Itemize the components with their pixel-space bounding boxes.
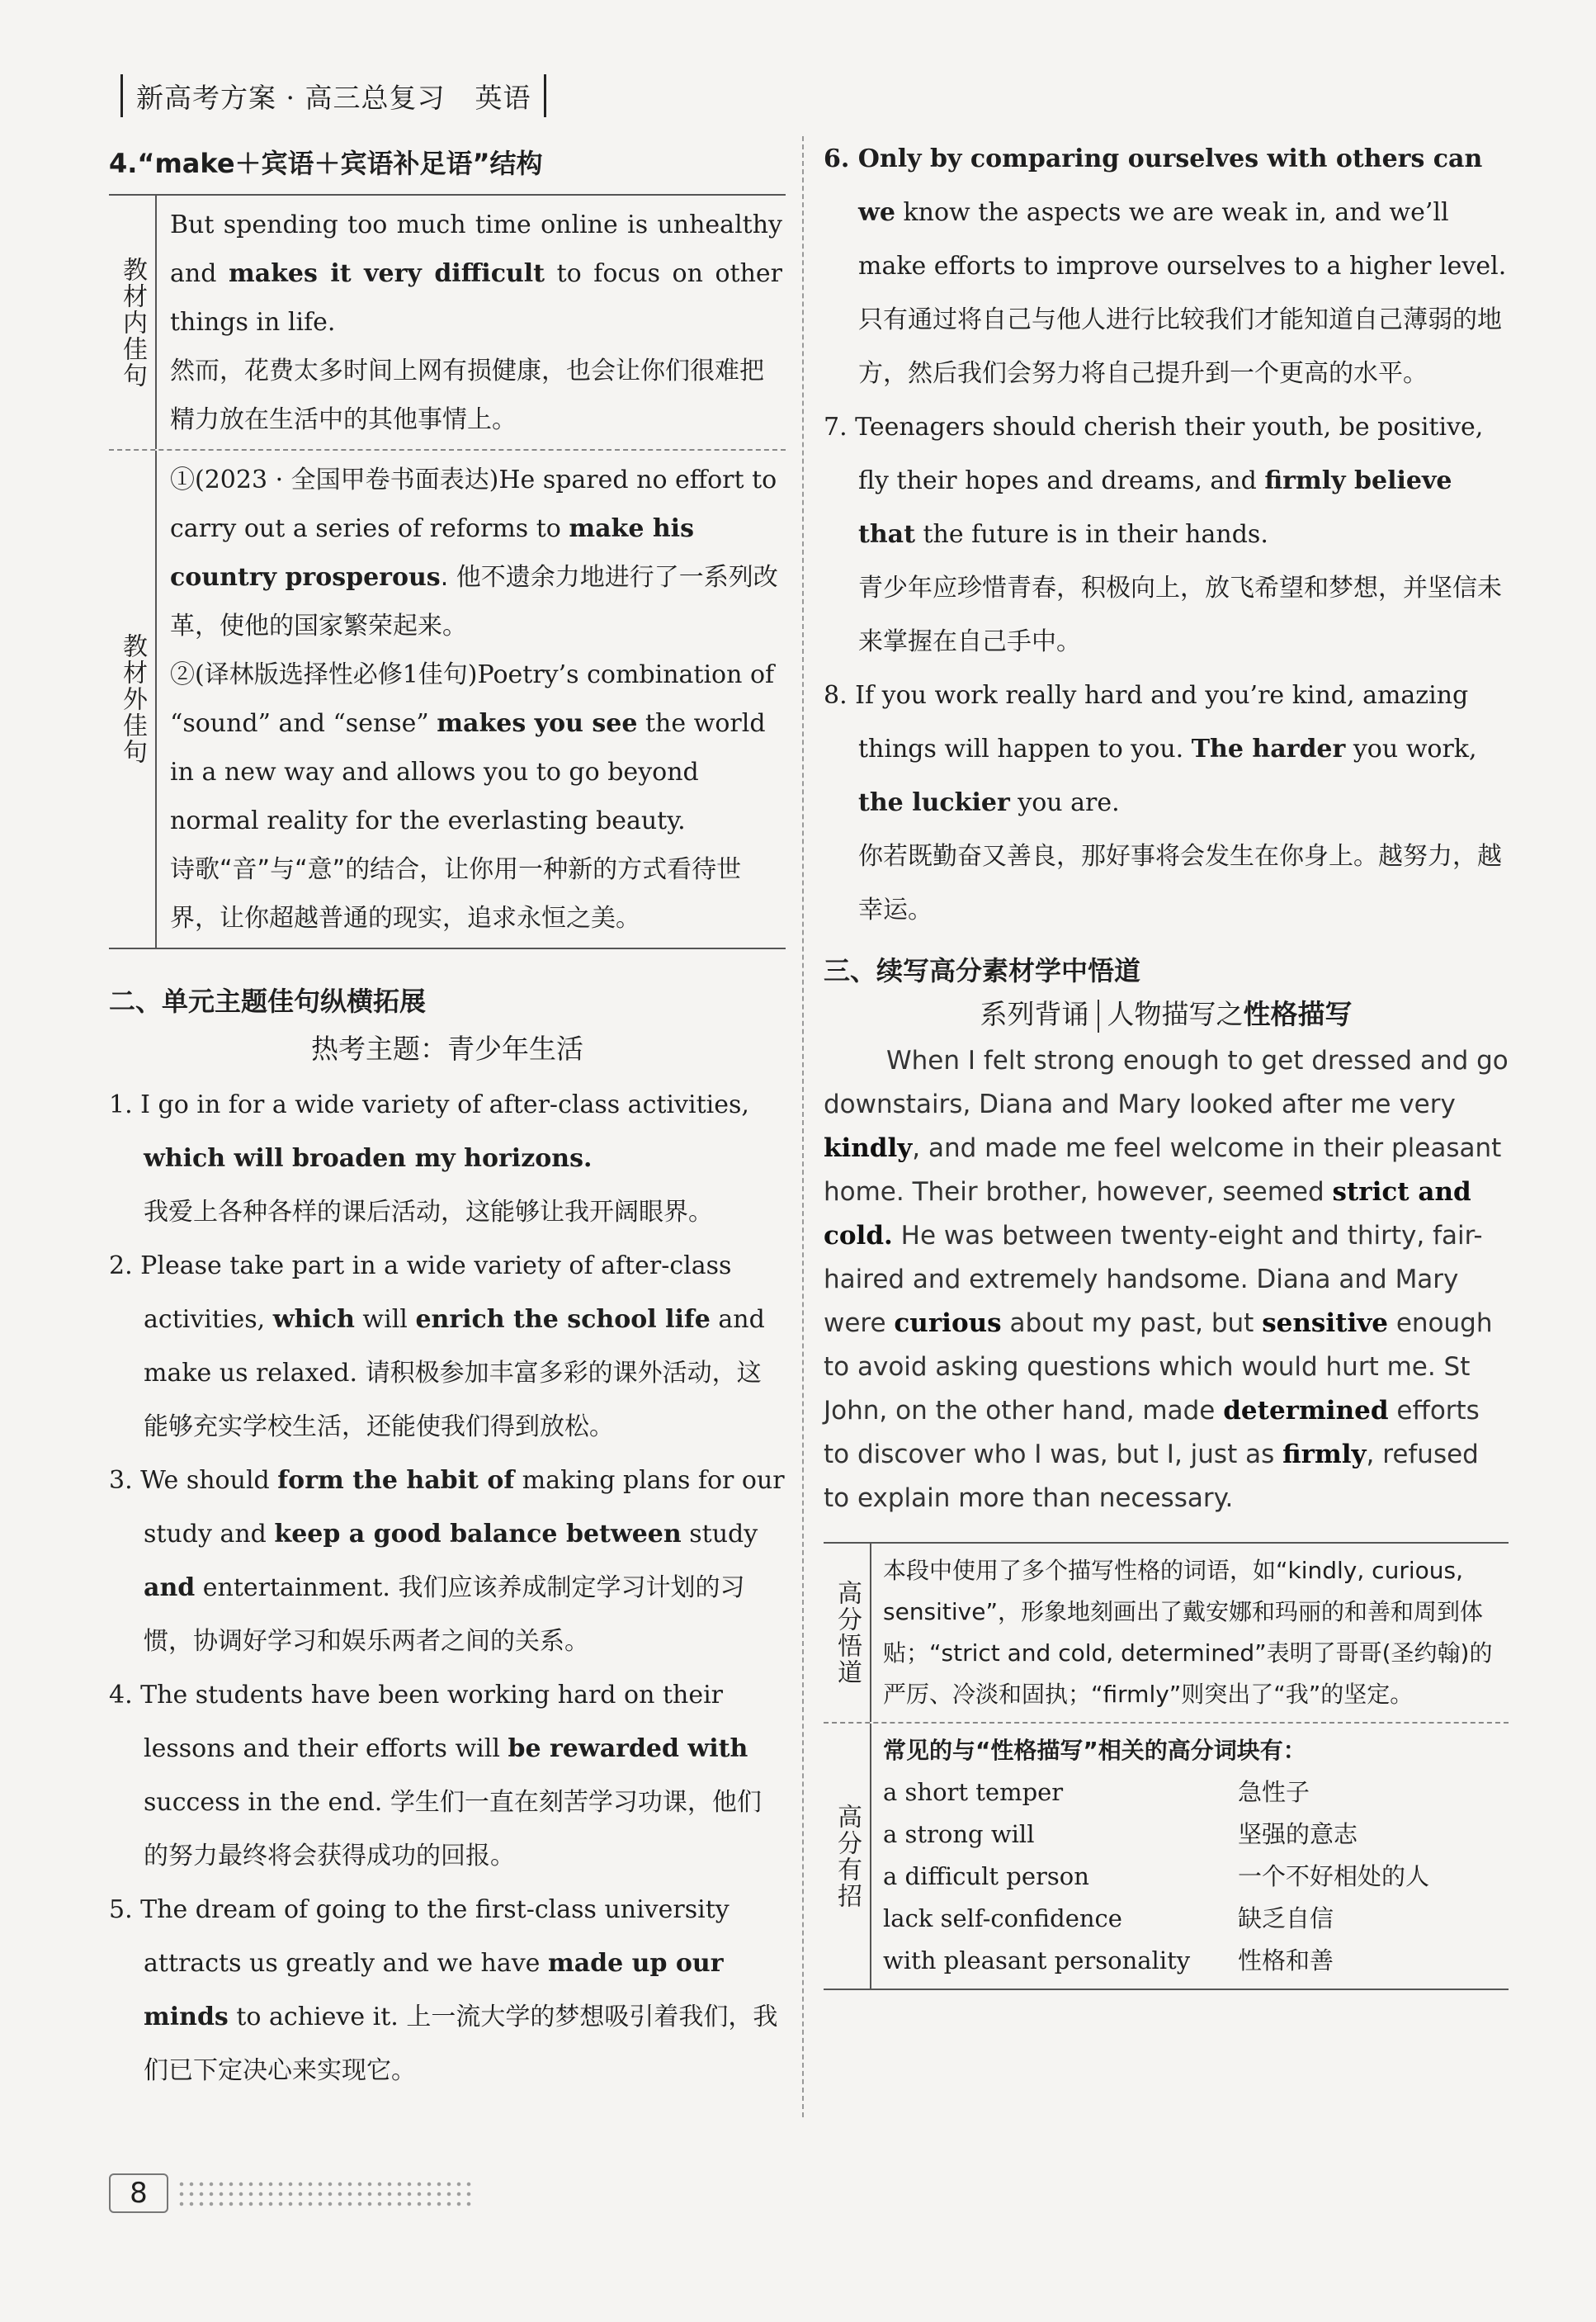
running-header	[107, 73, 560, 119]
section-2-title: 二、单元主题佳句纵横拓展	[109, 986, 427, 1017]
outer-example-2: ②(译林版选择性必修1佳句)Poetry’s combination of “sound” and “sense” makes you see the world in a new way and allows you to go beyond normal reality for the everlasting beauty.	[170, 660, 775, 835]
phrase-row: with pleasant personality 性格和善	[883, 1946, 1334, 1974]
phrase-row: a short temper 急性子	[883, 1778, 1310, 1806]
footer-dot-pattern	[177, 2179, 474, 2207]
tips-label: 高分有招	[824, 1724, 871, 1989]
insight-row	[824, 1544, 1509, 1722]
page-number: 8	[109, 2173, 168, 2213]
inner-label: 教材内佳句	[109, 196, 157, 449]
outer-example-2-chinese: 诗歌“音”与“意”的结合，让你用一种新的方式看待世界，让你超越普通的现实，追求永恒之美。	[170, 855, 742, 933]
tips-content	[871, 1724, 1509, 1989]
list-item: 8. If you work really hard and you’re kind, amazing things will happen to you. The harder you work, the luckier you are. 你若既勤奋又善良，那好事将会发生在你身上。越努力，越幸运。	[824, 681, 1502, 925]
header-bar-left	[120, 74, 123, 117]
list-item: 3. We should form the habit of making plans for our study and keep a good balance between study and entertainment. 我们应该养成制定学习计划的习惯，协调好学习和娱乐两者之间的关系。	[109, 1466, 785, 1656]
header-subject: 英语	[475, 81, 531, 114]
outer-example-1: ①(2023 · 全国甲卷书面表达)He spared no effort to carry out a series of reforms to make his country prosperous. 他不遗余力地进行了一系列改革，使他的国家繁荣起来。	[170, 466, 778, 641]
section-3-subtitle: 系列背诵 人物描写之性格描写	[824, 990, 1509, 1039]
section-2-subtitle: 热考主题：青少年生活	[311, 1033, 583, 1065]
textbook-inner-row	[109, 196, 786, 449]
list-item: 7. Teenagers should cherish their youth, be positive, fly their hopes and dreams, and firmly believe that the future is in their hands. 青少年应珍惜青春，积极向上，放飞希望和梦想，并坚信未来掌握在自己手中。	[824, 413, 1502, 656]
section-4-title: 4.“make＋宾语＋宾语补足语”结构	[109, 148, 543, 179]
list-item: 4. The students have been working hard on their lessons and their efforts will be rewarded with success in the end. 学生们一直在刻苦学习功课，他们的努力最终将会获得成功的回报。	[109, 1681, 762, 1870]
outer-content	[157, 451, 786, 948]
list-item: 1. I go in for a wide variety of after-class activities, which will broaden my horizons. 我爱上各种各样的课后活动，这能够让我开阔眼界。	[109, 1090, 749, 1227]
section-3-title: 三、续写高分素材学中悟道	[824, 955, 1141, 986]
tips-table	[824, 1542, 1509, 1990]
inner-english: But spending too much time online is unhealthy and makes it very difficult to focus on other things in life.	[170, 210, 782, 337]
outer-label: 教材外佳句	[109, 451, 157, 948]
right-column	[824, 132, 1509, 1990]
sentence-table	[109, 194, 786, 949]
left-column	[109, 144, 786, 2097]
model-paragraph: When I felt strong enough to get dressed and go downstairs, Diana and Mary looked after me very kindly, and made me feel welcome in their pleasant home. Their brother, however, seemed strict and cold. He was between twenty-eight and thirty, fair-haired and extremely handsome. Diana and Mary were curious about my past, but sensitive enough to avoid asking questions which would hurt me. St John, on the other hand, made determined efforts to discover who I was, but I, just as firmly, refused to explain more than necessary.	[824, 1046, 1509, 1513]
textbook-outer-row	[109, 449, 786, 948]
header-book-title: 新高考方案 · 高三总复习	[136, 81, 446, 114]
list-item: 2. Please take part in a wide variety of after-class activities, which will enrich the school life and make us relaxed. 请积极参加丰富多彩的课外活动，这能够充实学校生活，还能使我们得到放松。	[109, 1251, 765, 1441]
phrase-row: lack self-confidence 缺乏自信	[883, 1904, 1334, 1932]
list-item: 5. The dream of going to the first-class university attracts us greatly and we have made up our minds to achieve it. 上一流大学的梦想吸引着我们，我们已下定决心来实现它。	[109, 1895, 778, 2085]
tips-row	[824, 1722, 1509, 1989]
insight-note: 本段中使用了多个描写性格的词语，如“kindly, curious, sensitive”，形象地刻画出了戴安娜和玛丽的和善和周到体贴；“strict and cold, determined”表明了哥哥(圣约翰)的严厉、冷淡和固执；“firmly”则突出了“我”的坚定。	[883, 1557, 1493, 1708]
list-item: 6. Only by comparing ourselves with others can we know the aspects we are weak in, and we’ll make efforts to improve ourselves to a higher level. 只有通过将自己与他人进行比较我们才能知道自己薄弱的地方，然后我们会努力将自己提升到一个更高的水平。	[824, 144, 1507, 388]
inner-chinese: 然而，花费太多时间上网有损健康，也会让你们很难把精力放在生活中的其他事情上。	[170, 357, 764, 434]
page-footer	[109, 2173, 474, 2213]
column-divider	[802, 136, 804, 2117]
phrase-row: a difficult person 一个不好相处的人	[883, 1862, 1430, 1890]
insight-label: 高分悟道	[824, 1544, 871, 1722]
phrase-row: a strong will 坚强的意志	[883, 1820, 1358, 1848]
insight-content	[871, 1544, 1509, 1722]
chunk-title: 常见的与“性格描写”相关的高分词块有：	[883, 1737, 1306, 1764]
inner-content	[157, 196, 786, 449]
header-bar-right	[544, 74, 546, 117]
